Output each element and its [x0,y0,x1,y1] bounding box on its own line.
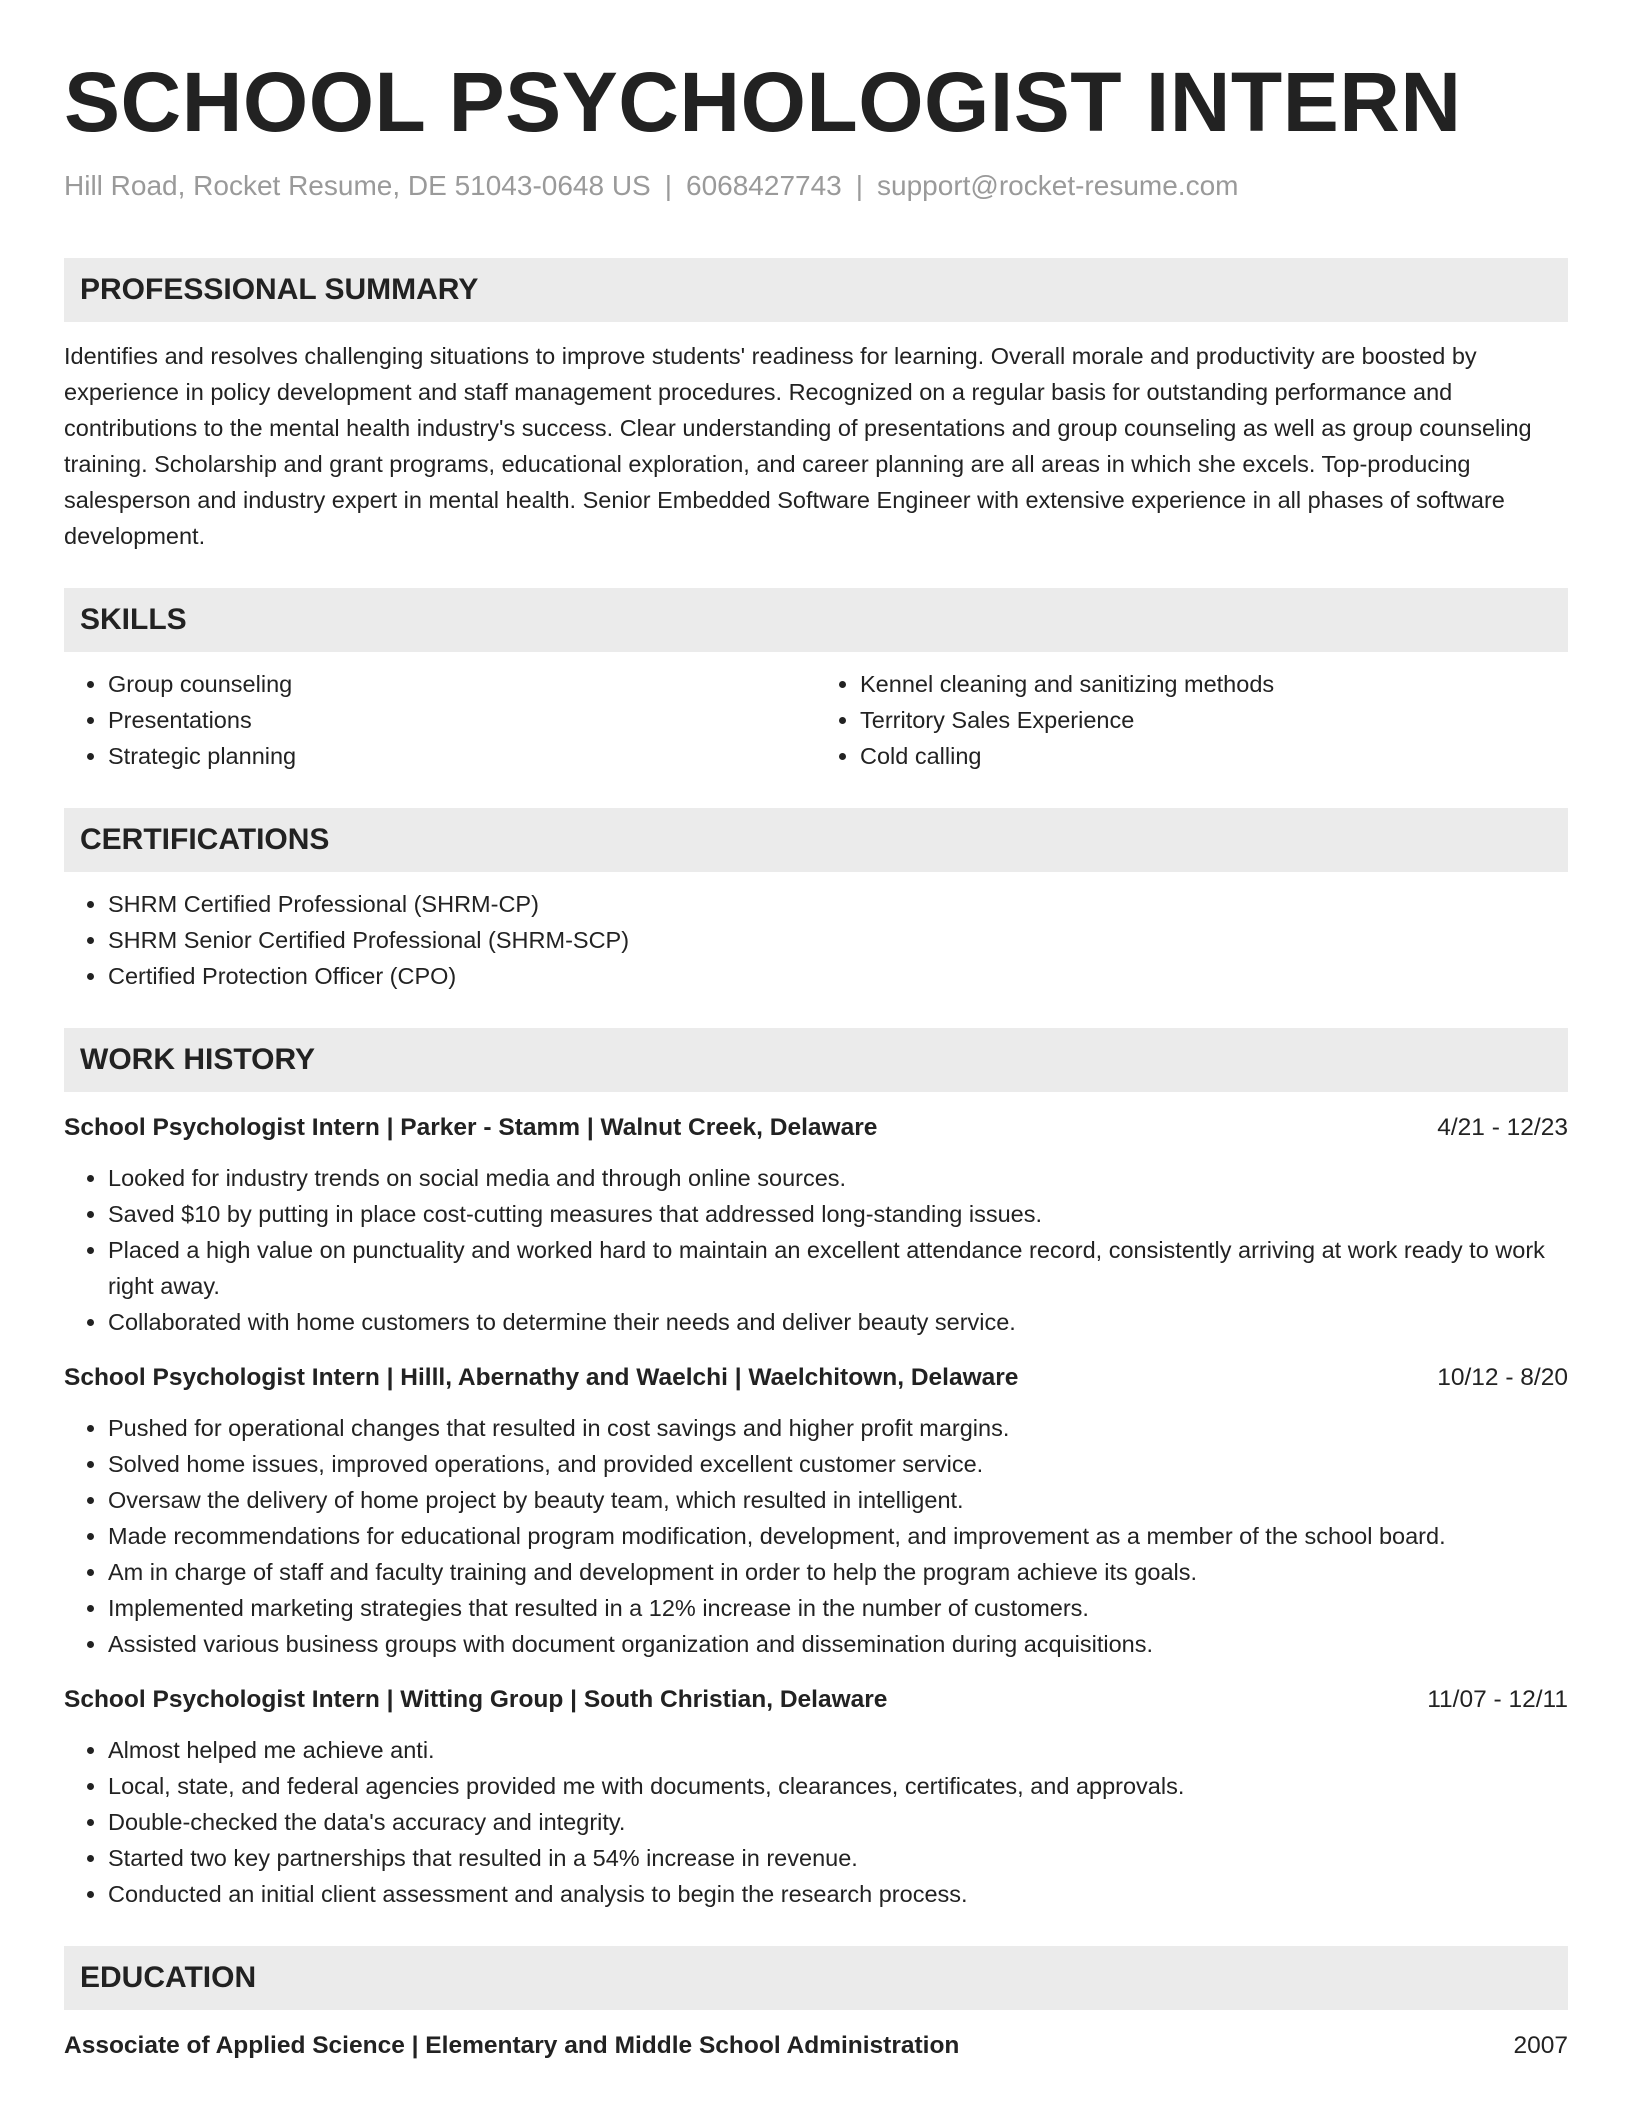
job-bullet: • Saved $10 by putting in place cost-cutting measures that addressed long-standing issues. [108,1196,1568,1232]
job-entry [64,1360,1568,1662]
section-heading-education: EDUCATION [64,1946,1568,2010]
certification-item: • Certified Protection Officer (CPO) [108,958,1568,994]
skill-item: • Strategic planning [108,738,816,774]
job-bullet: • Conducted an initial client assessment and analysis to begin the research process. [108,1876,1568,1912]
job-title: School Psychologist Intern | Hilll, Abernathy and Waelchi | Waelchitown, Delaware [64,1364,1019,1391]
certification-item: • SHRM Certified Professional (SHRM-CP) [108,886,1568,922]
job-bullet: • Pushed for operational changes that resulted in cost savings and higher profit margins. [108,1410,1568,1446]
job-bullet: • Assisted various business groups with document organization and dissemination during acquisitions. [108,1626,1568,1662]
job-entry [64,1110,1568,1340]
certifications-list [64,886,1568,994]
skill-item: • Territory Sales Experience [860,702,1568,738]
job-bullet: • Solved home issues, improved operations, and provided excellent customer service. [108,1446,1568,1482]
contact-email: support@rocket-resume.com [877,170,1239,201]
job-bullet: • Started two key partnerships that resulted in a 54% increase in revenue. [108,1840,1568,1876]
job-header [64,1682,1568,1718]
skill-item: • Group counseling [108,666,816,702]
summary-text: Identifies and resolves challenging situations to improve students' readiness for learning. Overall morale and productivity are boosted by experience in policy development and staff management procedures. Recognized on a regular basis for outstanding performance and contributions to the mental health industry's success. Clear understanding of presentations and group counseling as well as group counseling training. Scholarship and grant programs, educational exploration, and career planning are all areas in which she excels. Top-producing salesperson and industry expert in mental health. Senior Embedded Software Engineer with extensive experience in all phases of software development. [64,343,1532,549]
certification-item: • SHRM Senior Certified Professional (SHRM-SCP) [108,922,1568,958]
section-heading-certifications: CERTIFICATIONS [64,808,1568,872]
education-entry [64,2028,1568,2064]
job-bullet: • Oversaw the delivery of home project by beauty team, which resulted in intelligent. [108,1482,1568,1518]
skills-column-left [64,666,816,774]
section-heading-summary: PROFESSIONAL SUMMARY [64,258,1568,322]
job-bullet: • Local, state, and federal agencies provided me with documents, clearances, certificates, and approvals. [108,1768,1568,1804]
section-heading-work-history: WORK HISTORY [64,1028,1568,1092]
job-bullet: • Made recommendations for educational program modification, development, and improvement as a member of the school board. [108,1518,1568,1554]
job-bullet: • Implemented marketing strategies that resulted in a 12% increase in the number of customers. [108,1590,1568,1626]
job-dates: 4/21 - 12/23 [1437,1114,1568,1141]
job-bullet: • Double-checked the data's accuracy and integrity. [108,1804,1568,1840]
job-title: School Psychologist Intern | Parker - Stamm | Walnut Creek, Delaware [64,1114,878,1141]
contact-line [64,166,1568,206]
job-entry [64,1682,1568,1912]
skill-item: • Kennel cleaning and sanitizing methods [860,666,1568,702]
job-bullet: • Looked for industry trends on social media and through online sources. [108,1160,1568,1196]
contact-separator: | [664,170,673,201]
job-bullets [64,1160,1568,1340]
job-dates: 11/07 - 12/11 [1427,1686,1568,1713]
education-dates: 2007 [1513,2032,1568,2059]
skills-column-right [816,666,1568,774]
section-heading-skills: SKILLS [64,588,1568,652]
resume-name: SCHOOL PSYCHOLOGIST INTERN [64,55,1462,149]
job-bullet: • Collaborated with home customers to determine their needs and deliver beauty service. [108,1304,1568,1340]
job-header [64,1110,1568,1146]
job-bullet: • Am in charge of staff and faculty training and development in order to help the program achieve its goals. [108,1554,1568,1590]
job-bullet: • Almost helped me achieve anti. [108,1732,1568,1768]
skills-list [64,666,1568,774]
job-bullet: • Placed a high value on punctuality and worked hard to maintain an excellent attendance record, consistently arriving at work ready to work right away. [108,1232,1568,1304]
contact-separator: | [855,170,864,201]
education-title: Associate of Applied Science | Elementary and Middle School Administration [64,2032,960,2059]
job-header [64,1360,1568,1396]
job-bullets [64,1732,1568,1912]
job-bullets [64,1410,1568,1662]
job-title: School Psychologist Intern | Witting Group | South Christian, Delaware [64,1686,888,1713]
contact-phone: 6068427743 [686,170,842,201]
contact-address: Hill Road, Rocket Resume, DE 51043-0648 US [64,170,651,201]
skill-item: • Presentations [108,702,816,738]
job-dates: 10/12 - 8/20 [1437,1364,1568,1391]
skill-item: • Cold calling [860,738,1568,774]
